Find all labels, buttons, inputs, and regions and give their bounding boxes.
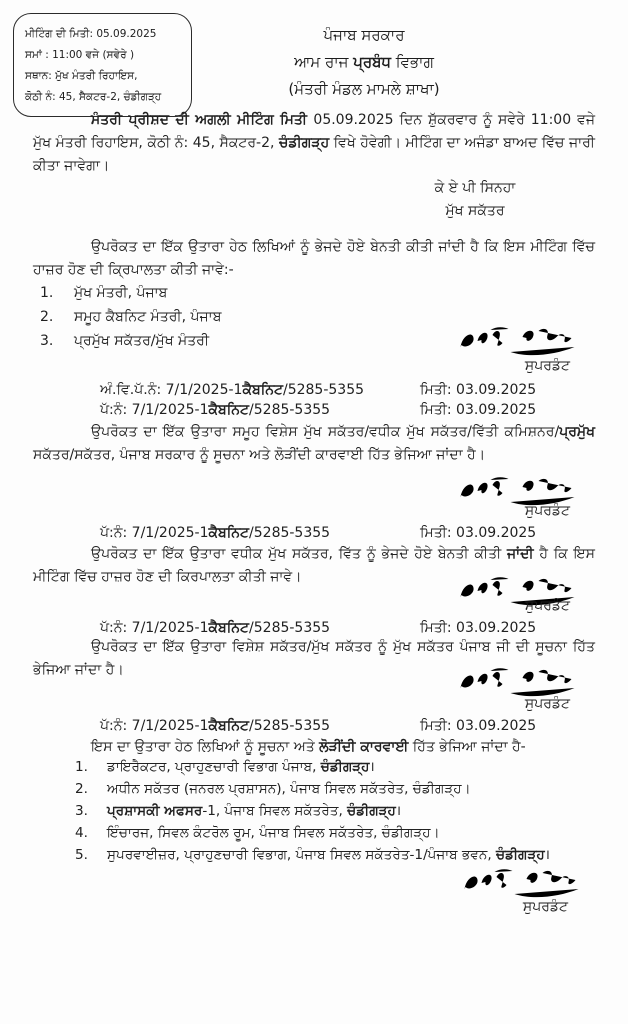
paragraph-copy-recipients: ਇਸ ਦਾ ਉਤਾਰਾ ਹੇਠ ਲਿਖਿਆਂ ਨੂੰ ਸੂਚਨਾ ਅਤੇ ਲੋੜੀਂਦੀ ਕਾਰਵਾਈ ਹਿੱਤ ਭੇਜਿਆ ਜਾਂਦਾ ਹੈ- — [91, 739, 526, 755]
recipients-list — [75, 756, 596, 866]
item-text: ਇੰਚਾਰਜ, ਸਿਵਲ ਕੰਟਰੋਲ ਰੂਮ, ਪੰਜਾਬ ਸਿਵਲ ਸਕੱਤਰੇਤ, ਚੰਡੀਗੜ੍ਹ। — [107, 825, 440, 841]
item-number: 2. — [75, 781, 88, 797]
reference-date: ਮਿਤੀ: 03.09.2025 — [420, 382, 537, 398]
reference-number: ਪੱ:ਨੰ: 7/1/2025-1ਕੈਬਨਿਟ/5285-5355 — [100, 718, 331, 734]
reference-row — [33, 380, 595, 400]
item-text: ਪ੍ਰਮੁੱਖ ਸਕੱਤਰ/ਮੁੱਖ ਮੰਤਰੀ — [74, 333, 210, 349]
reference-number: ਪੱ:ਨੰ: 7/1/2025-1ਕੈਬਨਿਟ/5285-5355 — [100, 402, 331, 418]
item-number: 2. — [40, 309, 54, 325]
signatory-designation: ਮੁੱਖ ਸਕੱਤਰ — [445, 203, 505, 219]
list-item — [75, 822, 596, 844]
reference-date: ਮਿਤੀ: 03.09.2025 — [420, 620, 537, 636]
signatory-name: ਕੇ ਏ ਪੀ ਸਿਨਹਾ — [434, 180, 516, 196]
government-title: ਪੰਜਾਬ ਸਰਕਾਰ — [323, 26, 405, 44]
list-item — [75, 778, 596, 800]
reference-date: ਮਿਤੀ: 03.09.2025 — [420, 525, 537, 541]
superintendent-label: ਸੁਪਰਡੰਟ — [524, 598, 570, 614]
reference-date: ਮਿਤੀ: 03.09.2025 — [420, 718, 537, 734]
paragraph-copy-secretaries: ਉਪਰੋਕਤ ਦਾ ਇੱਕ ਉਤਾਰਾ ਸਮੂਹ ਵਿਸ਼ੇਸ ਮੁੱਖ ਸਕੱਤਰ/ਵਧੀਕ ਮੁੱਖ ਸਕੱਤਰ/ਵਿੱਤੀ ਕਮਿਸ਼ਨਰ/ਪ੍ਰਮੁੱਖ ਸਕੱਤਰ/ਸਕੱਤਰ, ਪੰਜਾਬ ਸਰਕਾਰ ਨੂੰ ਸੂਚਨਾ ਅਤੇ ਲੋੜੀਂਦੀ ਕਾਰਵਾਈ ਹਿੱਤ ਭੇਜਿਆ ਜਾਂਦਾ ਹੈ। — [33, 424, 595, 463]
superintendent-label: ਸੁਪਰਡੰਟ — [524, 358, 570, 374]
reference-number: ਪੱ:ਨੰ: 7/1/2025-1ਕੈਬਨਿਟ/5285-5355 — [100, 525, 331, 541]
item-text: ਸੁਪਰਵਾਈਜ਼ਰ, ਪ੍ਰਾਹੁਣਚਾਰੀ ਵਿਭਾਗ, ਪੰਜਾਬ ਸਿਵਲ ਸਕੱਤਰੇਤ-1/ਪੰਜਾਬ ਭਵਨ, ਚੰਡੀਗੜ੍ਹ। — [107, 847, 550, 863]
list-item — [75, 756, 596, 778]
reference-row — [33, 400, 595, 420]
list-item — [75, 844, 596, 866]
item-text: ਪ੍ਰਸ਼ਾਸਕੀ ਅਫਸਰ-1, ਪੰਜਾਬ ਸਿਵਲ ਸਕੱਤਰੇਤ, ਚੰਡੀਗੜ੍ਹ। — [107, 803, 402, 819]
item-text: ਡਾਇਰੈਕਟਰ, ਪ੍ਰਾਹੁਣਚਾਰੀ ਵਿਭਾਗ ਪੰਜਾਬ, ਚੰਡੀਗੜ੍ਹ। — [107, 759, 375, 775]
reference-number: ਪੱ:ਨੰ: 7/1/2025-1ਕੈਬਨਿਟ/5285-5355 — [100, 620, 331, 636]
item-number: 1. — [40, 285, 54, 301]
list-item — [75, 800, 596, 822]
superintendent-label: ਸੁਪਰਡੰਟ — [522, 899, 568, 915]
branch-title: (ਮੰਤਰੀ ਮੰਡਲ ਮਾਮਲੇ ਸ਼ਾਖਾ) — [288, 80, 440, 98]
handwritten-signature — [448, 322, 583, 360]
item-number: 5. — [75, 847, 88, 863]
reference-row — [33, 618, 595, 638]
list-item — [40, 281, 596, 305]
item-number: 4. — [75, 825, 88, 841]
letterhead — [100, 22, 628, 103]
meeting-time-line: ਸਮਾਂ : 11:00 ਵਜੇ (ਸਵੇਰੇ ) — [25, 49, 135, 61]
paragraph-meeting-notice: ਮੰਤਰੀ ਪ੍ਰੀਸ਼ਦ ਦੀ ਅਗਲੀ ਮੀਟਿੰਗ ਮਿਤੀ 05.09.2025 ਦਿਨ ਸ਼ੁੱਕਰਵਾਰ ਨੂੰ ਸਵੇਰੇ 11:00 ਵਜੇ ਮੁੱਖ ਮੰਤਰੀ ਰਿਹਾਇਸ, ਕੋਠੀ ਨੰ: 45, ਸੈਕਟਰ-2, ਚੰਡੀਗੜ੍ਹ ਵਿਖੇ ਹੋਵੇਗੀ। ਮੀਟਿੰਗ ਦਾ ਅਜੰਡਾ ਬਾਅਦ ਵਿੱਚ ਜਾਰੀ ਕੀਤਾ ਜਾਵੇਗਾ। — [33, 112, 595, 174]
meeting-venue-line: ਸਥਾਨ: ਮੁੱਖ ਮੰਤਰੀ ਰਿਹਾਇਸ, — [25, 70, 138, 82]
department-title: ਆਮ ਰਾਜ ਪ੍ਰਬੰਧ ਵਿਭਾਗ — [294, 53, 434, 71]
reference-date: ਮਿਤੀ: 03.09.2025 — [420, 402, 537, 418]
meeting-date-line: ਮੀਟਿੰਗ ਦੀ ਮਿਤੀ: 05.09.2025 — [25, 28, 157, 40]
paragraph-forwarding-request: ਉਪਰੋਕਤ ਦਾ ਇੱਕ ਉਤਾਰਾ ਹੇਠ ਲਿਖਿਆਂ ਨੂੰ ਭੇਜਦੇ ਹੋਏ ਬੇਨਤੀ ਕੀਤੀ ਜਾਂਦੀ ਹੈ ਕਿ ਇਸ ਮੀਟਿੰਗ ਵਿੱਚ ਹਾਜ਼ਰ ਹੋਣ ਦੀ ਕ੍ਰਿਪਾਲਤਾ ਕੀਤੀ ਜਾਵੇ:- — [33, 239, 595, 278]
meeting-address-line: ਕੋਠੀ ਨੰ: 45, ਸੈਕਟਰ-2, ਚੰਡੀਗੜ੍ਹ — [25, 91, 162, 103]
handwritten-signature — [452, 864, 587, 902]
item-text: ਸਮੂਹ ਕੈਬਨਿਟ ਮੰਤਰੀ, ਪੰਜਾਬ — [74, 309, 222, 325]
reference-row — [33, 716, 595, 736]
item-number: 3. — [75, 803, 88, 819]
item-text: ਮੁੱਖ ਮੰਤਰੀ, ਪੰਜਾਬ — [74, 285, 168, 301]
superintendent-label: ਸੁਪਰਡੰਟ — [524, 696, 570, 712]
paragraph-copy-finance: ਉਪਰੋਕਤ ਦਾ ਇੱਕ ਉਤਾਰਾ ਵਧੀਕ ਮੁੱਖ ਸਕੱਤਰ, ਵਿੱਤ ਨੂੰ ਭੇਜਦੇ ਹੋਏ ਬੇਨਤੀ ਕੀਤੀ ਜਾਂਦੀ ਹੈ ਕਿ ਇਸ ਮੀਟਿੰਗ ਵਿੱਚ ਹਾਜ਼ਰ ਹੋਣ ਦੀ ਕਿਰਪਾਲਤਾ ਕੀਤੀ ਜਾਵੇ। — [33, 546, 596, 585]
item-number: 1. — [75, 759, 88, 775]
reference-number: ਅੰ.ਵਿ.ਪੱ.ਨੰ: 7/1/2025-1ਕੈਬਨਿਟ/5285-5355 — [100, 382, 365, 398]
superintendent-label: ਸੁਪਰਡੰਟ — [524, 503, 570, 519]
paragraph-copy-special-secretary: ਉਪਰੋਕਤ ਦਾ ਇੱਕ ਉਤਾਰਾ ਵਿਸ਼ੇਸ਼ ਸਕੱਤਰ/ਮੁੱਖ ਸਕੱਤਰ ਨੂੰ ਮੁੱਖ ਸਕੱਤਰ ਪੰਜਾਬ ਜੀ ਦੀ ਸੂਚਨਾ ਹਿੱਤ ਭੇਜਿਆ ਜਾਂਦਾ ਹੈ। — [33, 639, 595, 678]
reference-row — [33, 523, 595, 543]
signatory-block — [390, 177, 560, 223]
item-text: ਅਧੀਨ ਸਕੱਤਰ (ਜਨਰਲ ਪ੍ਰਸ਼ਾਸਨ), ਪੰਜਾਬ ਸਿਵਲ ਸਕੱਤਰੇਤ, ਚੰਡੀਗੜ੍ਹ। — [107, 781, 471, 797]
item-number: 3. — [40, 333, 54, 349]
